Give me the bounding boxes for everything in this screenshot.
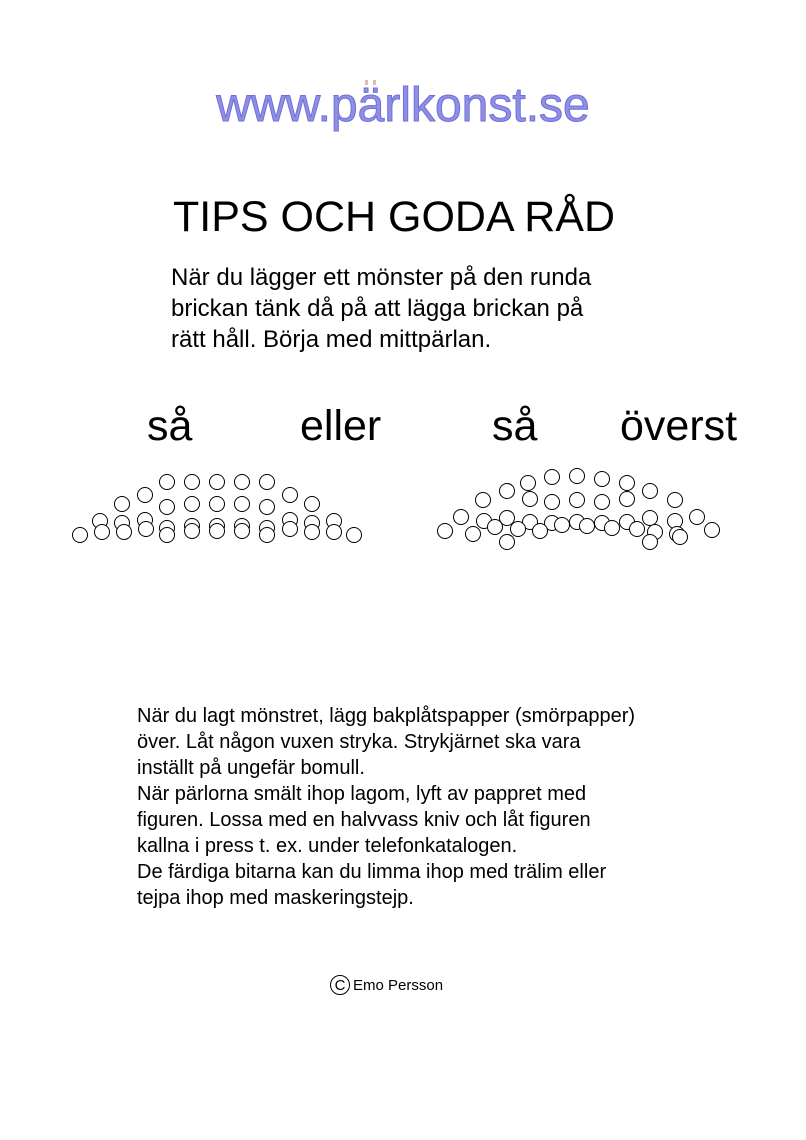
bead-peg xyxy=(466,527,481,542)
bead-peg xyxy=(260,500,275,515)
orientation-label-or: eller xyxy=(300,402,382,450)
bead-peg xyxy=(500,535,515,550)
bead-peg xyxy=(643,484,658,499)
bead-peg xyxy=(545,470,560,485)
intro-line: brickan tänk då på att lägga brickan på xyxy=(171,295,584,322)
bead-peg xyxy=(260,475,275,490)
bead-peg xyxy=(283,488,298,503)
bead-peg xyxy=(235,497,250,512)
instructions-line: När du lagt mönstret, lägg bakplåtspapper (smörpapper) xyxy=(137,705,636,727)
bead-peg xyxy=(73,528,88,543)
bead-peg xyxy=(185,524,200,539)
bead-peg xyxy=(580,519,595,534)
bead-peg xyxy=(454,510,469,525)
bead-peg xyxy=(305,497,320,512)
bead-peg xyxy=(705,523,720,538)
bead-peg xyxy=(283,522,298,537)
bead-peg xyxy=(595,495,610,510)
bead-peg xyxy=(511,522,526,537)
bead-peg xyxy=(643,511,658,526)
bead-peg xyxy=(210,475,225,490)
instructions-line: De färdiga bitarna kan du limma ihop med trälim eller xyxy=(137,861,607,883)
orientation-label-first: så xyxy=(147,402,193,450)
instructions-line: figuren. Lossa med en halvvass kniv och låt figuren xyxy=(137,809,591,831)
bead-peg xyxy=(690,510,705,525)
bead-tray-right xyxy=(425,462,730,557)
bead-peg xyxy=(327,525,342,540)
orientation-label-top: överst xyxy=(620,402,738,450)
bead-peg xyxy=(570,493,585,508)
page-title: TIPS OCH GODA RÅD xyxy=(173,193,616,241)
bead-peg xyxy=(160,475,175,490)
instructions-line: inställt på ungefär bomull. xyxy=(137,757,365,779)
bead-peg xyxy=(260,528,275,543)
bead-peg xyxy=(235,475,250,490)
bead-peg xyxy=(185,497,200,512)
instructions-line: När pärlorna smält ihop lagom, lyft av pappret med xyxy=(137,783,587,805)
bead-peg xyxy=(117,525,132,540)
bead-peg xyxy=(570,469,585,484)
bead-peg xyxy=(138,488,153,503)
intro-line: rätt håll. Börja med mittpärlan. xyxy=(171,326,492,353)
bead-peg xyxy=(347,528,362,543)
bead-peg xyxy=(643,535,658,550)
bead-peg xyxy=(488,520,503,535)
bead-peg xyxy=(160,500,175,515)
bead-peg xyxy=(620,492,635,507)
bead-peg xyxy=(139,522,154,537)
credit xyxy=(330,973,443,997)
bead-peg xyxy=(555,518,570,533)
bead-peg xyxy=(523,492,538,507)
site-url: www.pärlkonst.se xyxy=(216,79,590,132)
author-name: Emo Persson xyxy=(353,976,444,994)
bead-peg xyxy=(620,476,635,491)
bead-peg xyxy=(95,525,110,540)
bead-peg xyxy=(668,493,683,508)
bead-peg xyxy=(545,495,560,510)
intro-paragraph xyxy=(171,262,691,355)
bead-peg xyxy=(160,528,175,543)
bead-peg xyxy=(630,522,645,537)
instructions-line: kallna i press t. ex. under telefonkatalogen. xyxy=(137,835,518,857)
instructions-paragraph xyxy=(137,703,757,911)
bead-peg xyxy=(605,521,620,536)
bead-peg xyxy=(500,484,515,499)
bead-peg xyxy=(673,530,688,545)
bead-peg xyxy=(115,497,130,512)
orientation-label-second: så xyxy=(492,402,538,450)
bead-peg xyxy=(305,525,320,540)
bead-peg xyxy=(185,475,200,490)
bead-peg xyxy=(521,476,536,491)
bead-peg xyxy=(533,524,548,539)
bead-tray-left xyxy=(60,462,370,552)
bead-peg xyxy=(595,472,610,487)
bead-peg xyxy=(668,514,683,529)
bead-peg xyxy=(210,524,225,539)
copyright-icon: C xyxy=(330,975,350,995)
bead-peg xyxy=(438,524,453,539)
bead-peg xyxy=(476,493,491,508)
bead-peg xyxy=(210,497,225,512)
bead-peg xyxy=(235,524,250,539)
instructions-line: tejpa ihop med maskeringstejp. xyxy=(137,887,414,909)
instructions-line: över. Låt någon vuxen stryka. Strykjärnet ska vara xyxy=(137,731,581,753)
intro-line: När du lägger ett mönster på den runda xyxy=(171,264,592,291)
